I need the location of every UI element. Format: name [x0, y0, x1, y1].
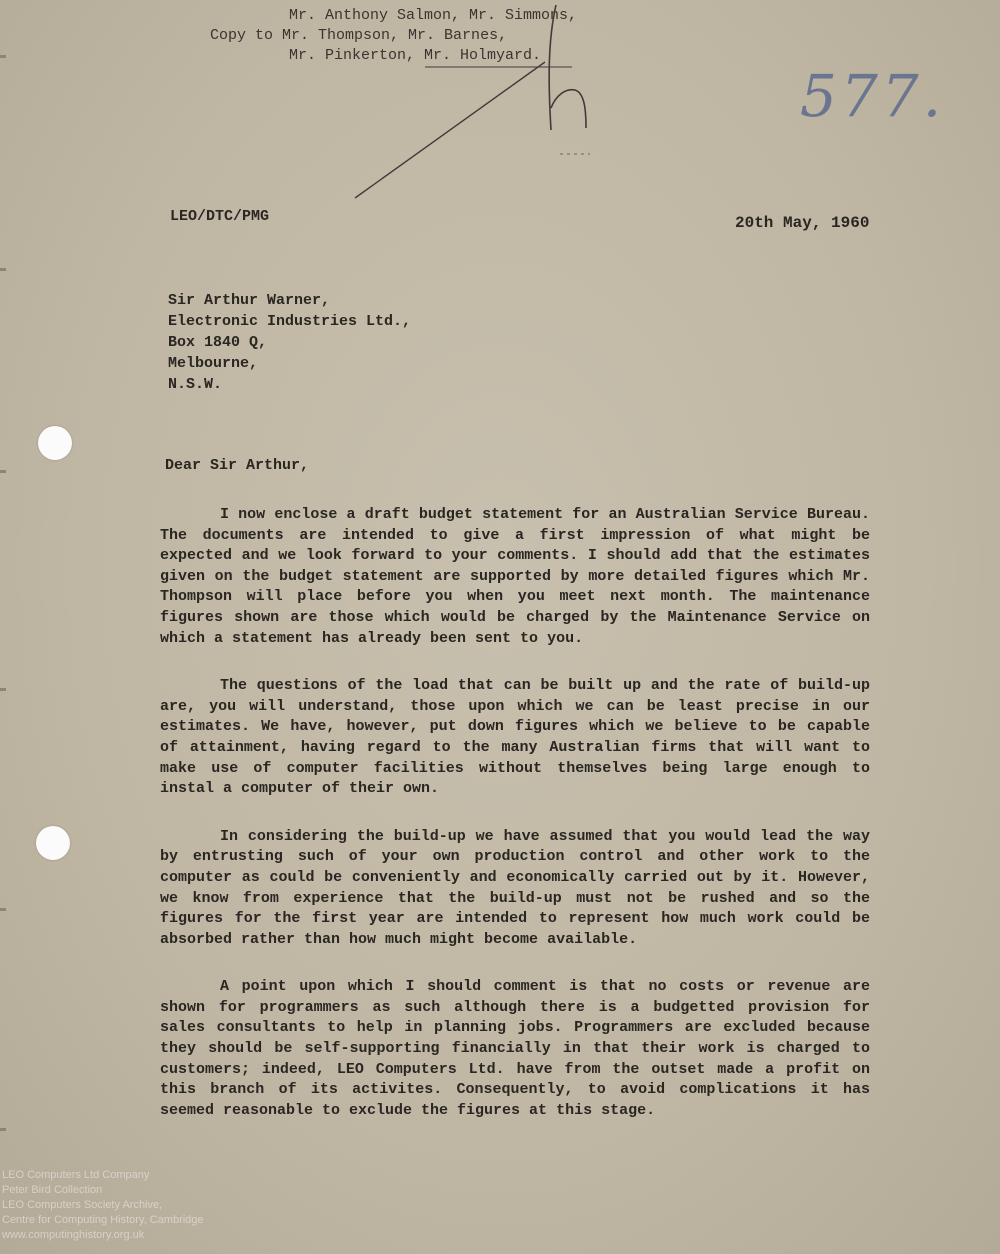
edge-mark: [0, 908, 6, 911]
address-city: Melbourne,: [168, 355, 259, 372]
address-company: Electronic Industries Ltd.,: [168, 313, 412, 330]
edge-mark: [0, 470, 6, 473]
address-name: Sir Arthur Warner,: [168, 292, 331, 309]
copy-line-1: Mr. Anthony Salmon, Mr. Simmons,: [289, 7, 578, 24]
salutation: Dear Sir Arthur,: [165, 457, 310, 474]
copy-line-3: Mr. Pinkerton, Mr. Holmyard.: [289, 47, 542, 64]
punch-hole-top: [38, 426, 72, 460]
edge-mark: [0, 688, 6, 691]
copy-distribution-list: [210, 6, 630, 66]
edge-mark: [0, 268, 6, 271]
copy-to-label: Copy to: [210, 27, 274, 44]
archive-line-5: www.computinghistory.org.uk: [2, 1229, 145, 1241]
paragraph-4: A point upon which I should comment is that no costs or revenue are shown for programmers as such although there is a budgetted provision for sales consultants to help in planning jobs. Programmers are excluded because they should be self-supporting financially in that their work is charged to customers; indeed, LEO Computers Ltd. have from the outset made a profit on this branch of its activites. Consequently, to avoid complications it has seemed reasonable to exclude the figures at this stage.: [160, 978, 870, 1119]
copy-line-2: Mr. Thompson, Mr. Barnes,: [282, 27, 508, 44]
paragraph-2: The questions of the load that can be built up and the rate of build-up are, you will understand, those upon which we can be least precise in our estimates. We have, however, put down figures which we believe to be capable of attainment, having regard to the many Australian firms that will want to make use of computer facilities without themselves being large enough to instal a computer of their own.: [160, 677, 870, 798]
address-box: Box 1840 Q,: [168, 334, 268, 351]
archive-line-4: Centre for Computing History, Cambridge: [2, 1214, 204, 1226]
archive-line-3: LEO Computers Society Archive,: [2, 1199, 163, 1211]
address-state: N.S.W.: [168, 376, 223, 393]
letter-date: 20th May, 1960: [735, 214, 870, 232]
punch-hole-bottom: [36, 826, 70, 860]
archive-line-1: LEO Computers Ltd Company: [2, 1169, 150, 1181]
paragraph-1: I now enclose a draft budget statement for an Australian Service Bureau. The documents are intended to give a first impression of what might be expected and we look forward to your comments. I should add that the estimates given on the budget statement are supported by more detailed figures which Mr. Thompson will place before you when you meet next month. The maintenance figures shown are those which would be charged by the Maintenance Service on which a statement has already been sent to you.: [160, 506, 870, 647]
edge-mark: [0, 1128, 6, 1131]
edge-mark: [0, 55, 6, 58]
handwritten-folio-number: 577.: [800, 62, 946, 130]
letter-body: [160, 505, 870, 1148]
archive-watermark: [2, 1168, 204, 1243]
paragraph-3: In considering the build-up we have assumed that you would lead the way by entrusting such of your own production control and other work to the computer as could be conveniently and economically carried out by it. However, we know from experience that the build-up must not be rushed and so the figures for the first year are intended to represent how much work could be absorbed rather than how much might become available.: [160, 827, 870, 948]
archive-line-2: Peter Bird Collection: [2, 1184, 103, 1196]
recipient-address: [168, 290, 411, 395]
reference-code: LEO/DTC/PMG: [170, 208, 270, 225]
